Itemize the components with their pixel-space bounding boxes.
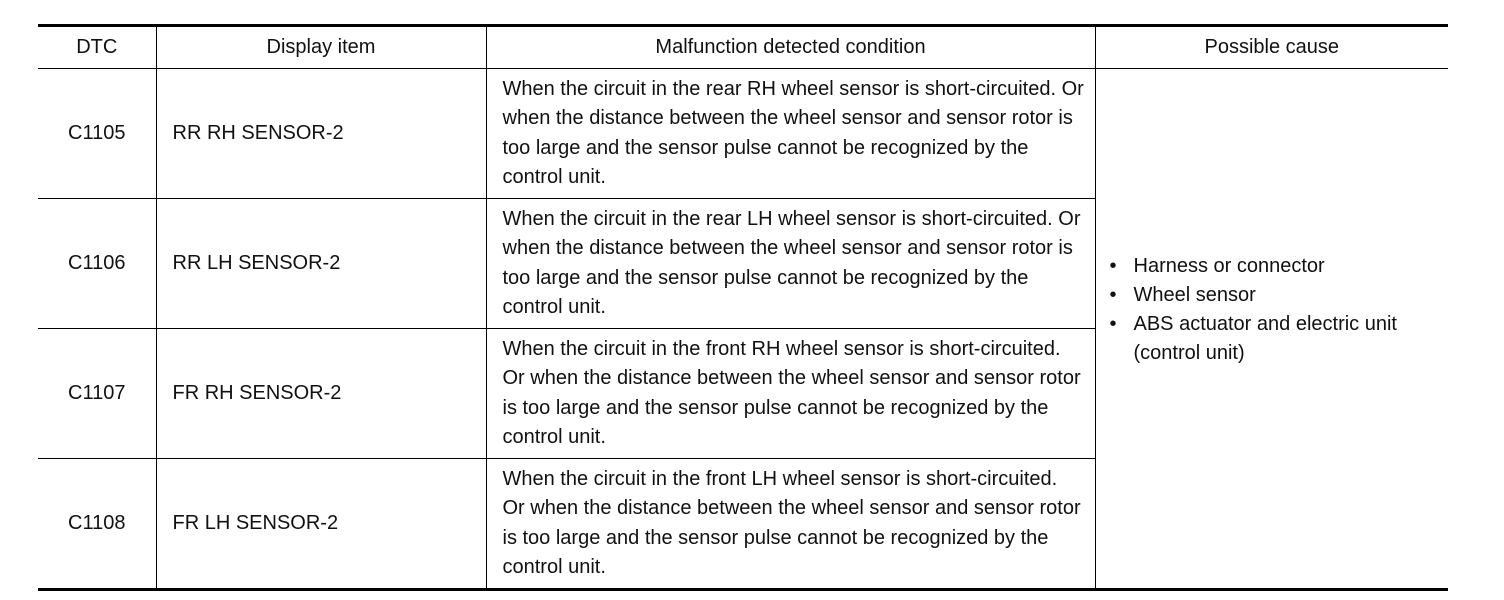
table-row	[38, 69, 1448, 199]
condition-text: When the circuit in the rear RH wheel sensor is short-circuited. Or when the distance between the wheel sensor and sensor rotor is too large and the sensor pulse cannot be recognized by the control unit.	[486, 69, 1095, 199]
display-item: RR LH SENSOR-2	[156, 199, 486, 329]
condition-text: When the circuit in the front RH wheel sensor is short-circuited. Or when the distance between the wheel sensor and sensor rotor is too large and the sensor pulse cannot be recognized by the control unit.	[486, 329, 1095, 459]
header-dtc: DTC	[38, 26, 156, 69]
dtc-code: C1108	[38, 459, 156, 590]
table-header-row	[38, 26, 1448, 69]
condition-text: When the circuit in the front LH wheel sensor is short-circuited. Or when the distance between the wheel sensor and sensor rotor is too large and the sensor pulse cannot be recognized by the control unit.	[486, 459, 1095, 590]
dtc-code: C1105	[38, 69, 156, 199]
header-possible-cause: Possible cause	[1095, 26, 1448, 69]
display-item: RR RH SENSOR-2	[156, 69, 486, 199]
bullet-icon: •	[1109, 312, 1117, 335]
possible-cause-list	[1110, 252, 1441, 368]
header-condition: Malfunction detected condition	[486, 26, 1095, 69]
cause-text: Harness or connector	[1133, 254, 1325, 277]
dtc-code: C1106	[38, 199, 156, 329]
possible-cause-cell	[1095, 69, 1448, 590]
header-display-item: Display item	[156, 26, 486, 69]
condition-text: When the circuit in the rear LH wheel sensor is short-circuited. Or when the distance between the wheel sensor and sensor rotor is too large and the sensor pulse cannot be recognized by the control unit.	[486, 199, 1095, 329]
dtc-table	[38, 24, 1448, 591]
cause-text: ABS actuator and electric unit (control unit)	[1133, 312, 1397, 364]
dtc-code: C1107	[38, 329, 156, 459]
bullet-icon: •	[1109, 254, 1117, 277]
list-item	[1110, 281, 1441, 310]
list-item	[1110, 252, 1441, 281]
display-item: FR LH SENSOR-2	[156, 459, 486, 590]
bullet-icon: •	[1109, 283, 1117, 306]
list-item	[1110, 310, 1441, 368]
cause-text: Wheel sensor	[1133, 283, 1256, 306]
display-item: FR RH SENSOR-2	[156, 329, 486, 459]
